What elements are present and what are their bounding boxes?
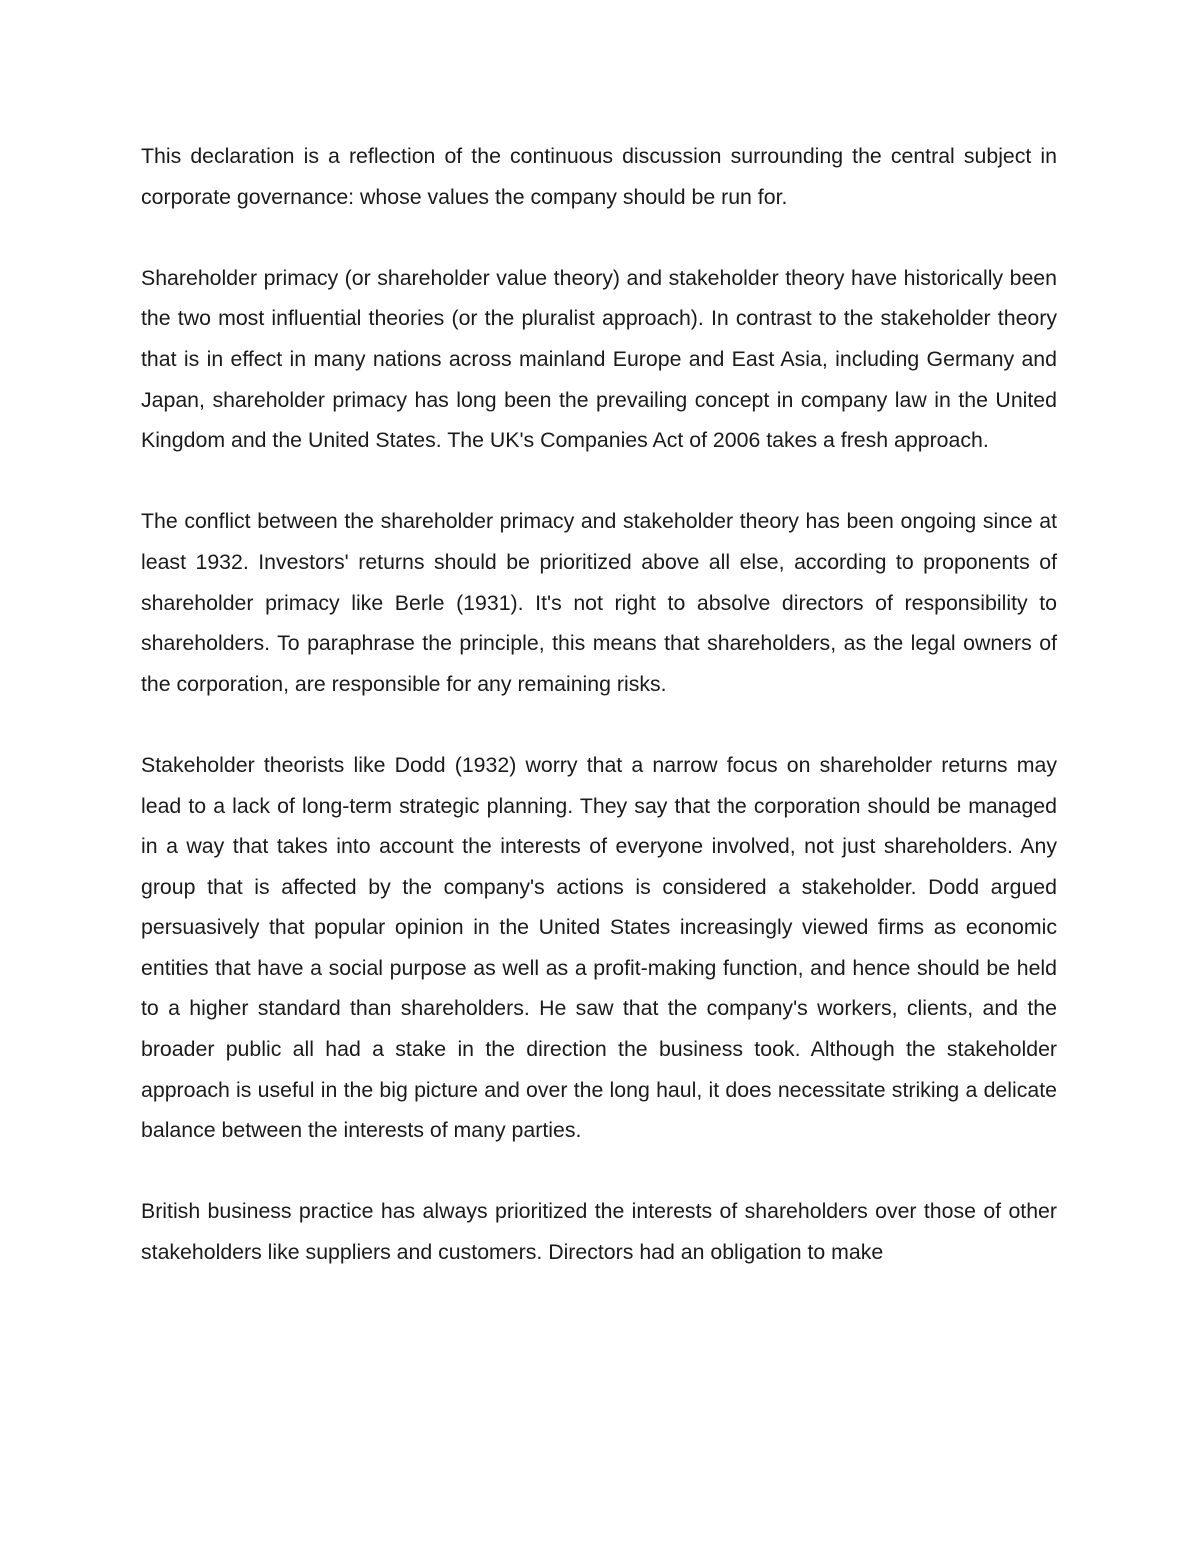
paragraph-british-practice: British business practice has always prioritized the interests of shareholders over those of other stakeholders like suppliers and customers. Directors had an obligation to make xyxy=(141,1199,1057,1265)
document-body xyxy=(141,136,1057,1313)
paragraph-intro: This declaration is a reflection of the continuous discussion surrounding the central subject in corporate governance: whose values the company should be run for. xyxy=(141,144,1057,209)
paragraph-conflict: The conflict between the shareholder primacy and stakeholder theory has been ongoing since at least 1932. Investors' returns should be prioritized above all else, according to proponents of shareholder primacy like Berle (1931). It's not right to absolve directors of responsibility to shareholders. To paraphrase the principle, this means that shareholders, as the legal owners of the corporation, are responsible for any remaining risks. xyxy=(141,509,1057,696)
paragraph-stakeholder-theory: Stakeholder theorists like Dodd (1932) worry that a narrow focus on shareholder returns may lead to a lack of long-term strategic planning. They say that the corporation should be managed in a way that takes into account the interests of everyone involved, not just shareholders. Any group that is affected by the company's actions is considered a stakeholder. Dodd argued persuasively that popular opinion in the United States increasingly viewed firms as economic entities that have a social purpose as well as a profit-making function, and hence should be held to a higher standard than shareholders. He saw that the company's workers, clients, and the broader public all had a stake in the direction the business took. Although the stakeholder approach is useful in the big picture and over the long haul, it does necessitate striking a delicate balance between the interests of many parties. xyxy=(141,752,1057,1143)
paragraph-theories: Shareholder primacy (or shareholder value theory) and stakeholder theory have historically been the two most influential theories (or the pluralist approach). In contrast to the stakeholder theory that is in effect in many nations across mainland Europe and East Asia, including Germany and Japan, shareholder primacy has long been the prevailing concept in company law in the United Kingdom and the United States. The UK's Companies Act of 2006 takes a fresh approach. xyxy=(141,265,1057,453)
